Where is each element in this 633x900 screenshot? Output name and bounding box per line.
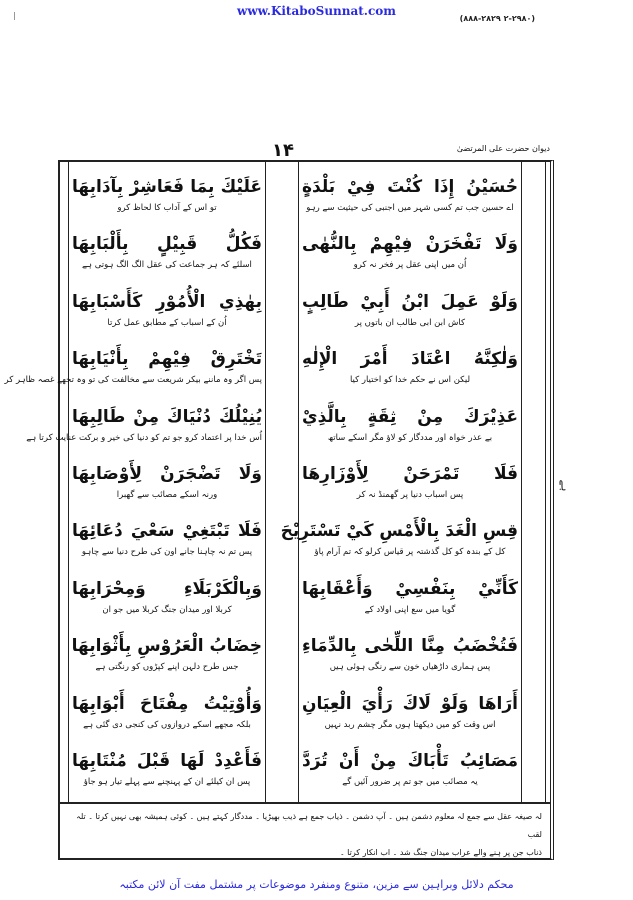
verse (302, 404, 518, 446)
arabic-verse: وَلٰكِنَّهُ اعْتَادَ أَمْرَ الْإِلٰهِ (302, 349, 518, 370)
urdu-translation: پس اگر وہ ماننے بیکر شریعت سے مخالفت کی تو وہ تجھے غصہ ظاہر کر (4, 375, 262, 386)
arabic-verse: تَخْتَرِقْ فِيْهِمْ بِأَنْيَابِهَا (72, 349, 262, 370)
arabic-verse: خِضَابُ الْعَرُوْسِ بِأَثْوَابِهَا (71, 636, 262, 657)
verse (302, 748, 518, 790)
urdu-translation: کاش ابن ابی طالب ان باتوں پر (354, 317, 466, 328)
side-note: ہے (558, 479, 570, 492)
verse (72, 576, 262, 618)
urdu-translation: گویا میں سع اپنی اولاد کے (364, 604, 456, 615)
urdu-translation: تو اس کے آداب کا لحاظ کرو (117, 202, 217, 213)
arabic-verse: حُسَيْنُ إِذَا كُنْتَ فِيْ بَلْدَةٍ (302, 176, 518, 197)
urdu-translation: کل کے بندہ کو کل گذشتہ پر قیاس کرلو کہ تم آرام پاؤ (314, 547, 506, 558)
page-number: ۱۴ (272, 140, 294, 161)
verse (4, 346, 262, 388)
footnote-line: لہ صیغہ عقل سے جمع لہ معلوم دشمن ہیں ۔ آپ دشمن ۔ ذیاب جمع ہے ذیب بھیڑیا ۔ مددگار کہتے ہیں ۔ کوئی ہمیشہ بھی نہیں کرتا ۔ تلہ لقب (76, 812, 542, 839)
arabic-verse: يُنِيْلُكَ دُنْيَاكَ مِنْ طَالِبِهَا (72, 406, 262, 427)
arabic-verse: كَأَنِّيْ بِنَفْسِيْ وَأَعْقَابِهَا (302, 578, 518, 599)
arabic-verse: فَلَا تَمْرَحَنْ لِأَوْزَارِهَا (302, 463, 518, 484)
verse (26, 404, 262, 446)
urdu-translation: پس ہماری داڑھیاں خون سے رنگی ہوئی ہیں (329, 662, 491, 673)
arabic-verse: وَلَوْ عَمِلَ ابْنُ أَبِيْ طَالِبٍ (302, 291, 518, 312)
scan-code: (۲-۲۹۸۰ ۸۸۸-۲۸۲۹) (459, 14, 535, 23)
arabic-verse: وَأُوْتِيْتُ مِفْتَاحَ أَبْوَابِهَا (72, 693, 262, 714)
urdu-translation: پس اسباب دنیا پر گھمنڈ نہ کر (356, 489, 464, 500)
arabic-verse: قِسِ الْغَدَ بِالْأَمْسِ كَيْ تَسْتَرِيْحَ (280, 521, 518, 542)
arabic-verse: وَلَا تَفْخَرَنْ فِيْهِمْ بِالنُّهٰى (302, 234, 518, 255)
arabic-verse: وَلَا تَضْجَرَنْ لِأَوْصَابِهَا (72, 463, 262, 484)
arabic-verse: فَلَا تَبْتَغِيْ سَعْيَ دُعَائِهَا (72, 521, 262, 542)
verse (72, 633, 262, 675)
urdu-translation: اے حسین جب تم کسی شہر میں اجنبی کی حیثیت سے رہو (306, 202, 514, 213)
arabic-verse: بِهٰذِي الْأُمُوْرِ كَأَسْبَابِهَا (72, 291, 262, 312)
urdu-translation: پس تم نہ چاہنا جانے اون کی طرح دنیا سے چاہو (81, 547, 253, 558)
arabic-verse: وَبِالْكَرْبَلَاءِ وَمِحْرَابِهَا (72, 578, 262, 599)
verse (302, 174, 518, 216)
urdu-translation: بے عذر خواہ اور مددگار کو لاؤ مگر اسکے ساتھ (327, 432, 493, 443)
verse (72, 691, 262, 733)
urdu-translation: اُس خدا پر اعتماد کرو جو تم کو دنیا کی خیر و برکت عنایت کرتا ہے (26, 432, 262, 443)
arabic-verse: عَذِيْرَكَ مِنْ ثِقَةٍ بِالَّذِيْ (302, 406, 518, 427)
verse (302, 346, 518, 388)
verse (302, 691, 518, 733)
urdu-translation: جس طرح دلہن اپنے کپڑوں کو رنگتی ہے (95, 662, 239, 673)
urdu-translation: لیکن اس نے حکم خدا کو اختیار کیا (349, 375, 471, 386)
running-head: دیوان حضرت علی المرتضیٰ (456, 144, 550, 153)
verse (302, 576, 518, 618)
footnote (60, 802, 550, 866)
verse (72, 174, 262, 216)
arabic-verse: عَلَيْكَ بِمَا فَعَاشِرْ بِآدَابِهَا (72, 176, 262, 197)
urdu-translation: کربلا اور میدان جنگ کربلا میں جو ان (102, 604, 232, 615)
urdu-translation: یہ مصائب میں جو تم پر ضرور آئیں گے (342, 777, 478, 788)
urdu-translation: اُن کے اسباب کے مطابق عمل کرتا (107, 317, 227, 328)
verse (302, 461, 518, 503)
arabic-verse: فَأَعْدِدْ لَهَا قَبْلَ مُنْتَابِهَا (72, 751, 262, 772)
arabic-verse: أَرَاهَا وَلَوْ لَاكَ رَأْيَ الْعِيَانِ (302, 693, 518, 714)
footer-tagline: محکم دلائل وبراہین سے مزین، متنوع ومنفرد موضوعات پر مشتمل مفت آن لائن مکتبہ (119, 878, 514, 891)
verse (302, 231, 518, 273)
urdu-translation: اُن میں اپنی عقل پر فخر نہ کرو (353, 260, 467, 271)
footnote-line: ذناب جن پر ہنے والے عراب میدان جنگ شد ۔ اب انکار کرتا ۔ (339, 848, 542, 857)
arabic-verse: فَتُخْضَبُ مِنَّا اللِّحٰى بِالدِّمَاءِ (302, 636, 518, 657)
verse (72, 748, 262, 790)
verse (72, 231, 262, 273)
urdu-translation: پس ان کیلئے ان کے پہنچنے سے پہلے تیار ہو جاؤ (83, 777, 251, 788)
urdu-translation: اس وقت کو میں دیکھتا ہوں مگر چشم ربد نہیں (324, 719, 496, 730)
right-column (280, 162, 522, 802)
verse (280, 518, 518, 560)
margin-strip (522, 162, 546, 802)
left-column (4, 162, 266, 802)
text-frame (4, 160, 554, 860)
verse (72, 518, 262, 560)
urdu-translation: بلکہ مجھے اسکے دروازوں کی کنجی دی گئی ہے (83, 719, 251, 730)
verse (302, 633, 518, 675)
verse (72, 289, 262, 331)
site-url: www.KitaboSunnat.com (236, 4, 396, 18)
urdu-translation: اسلئے کہ ہر جماعت کی عقل الگ الگ ہوتی ہے (82, 260, 252, 271)
urdu-translation: ورنہ اسکے مصائب سے گھبرا (116, 489, 218, 500)
verse (302, 289, 518, 331)
arabic-verse: مَصَائِبُ تَأْبَاكَ مِنْ أَنْ تُرَدَّ (302, 751, 518, 772)
arabic-verse: فَكُلُّ قَبِيْلٍ بِأَلْبَابِهَا (72, 234, 262, 255)
verse (72, 461, 262, 503)
scan-mark (14, 12, 15, 20)
